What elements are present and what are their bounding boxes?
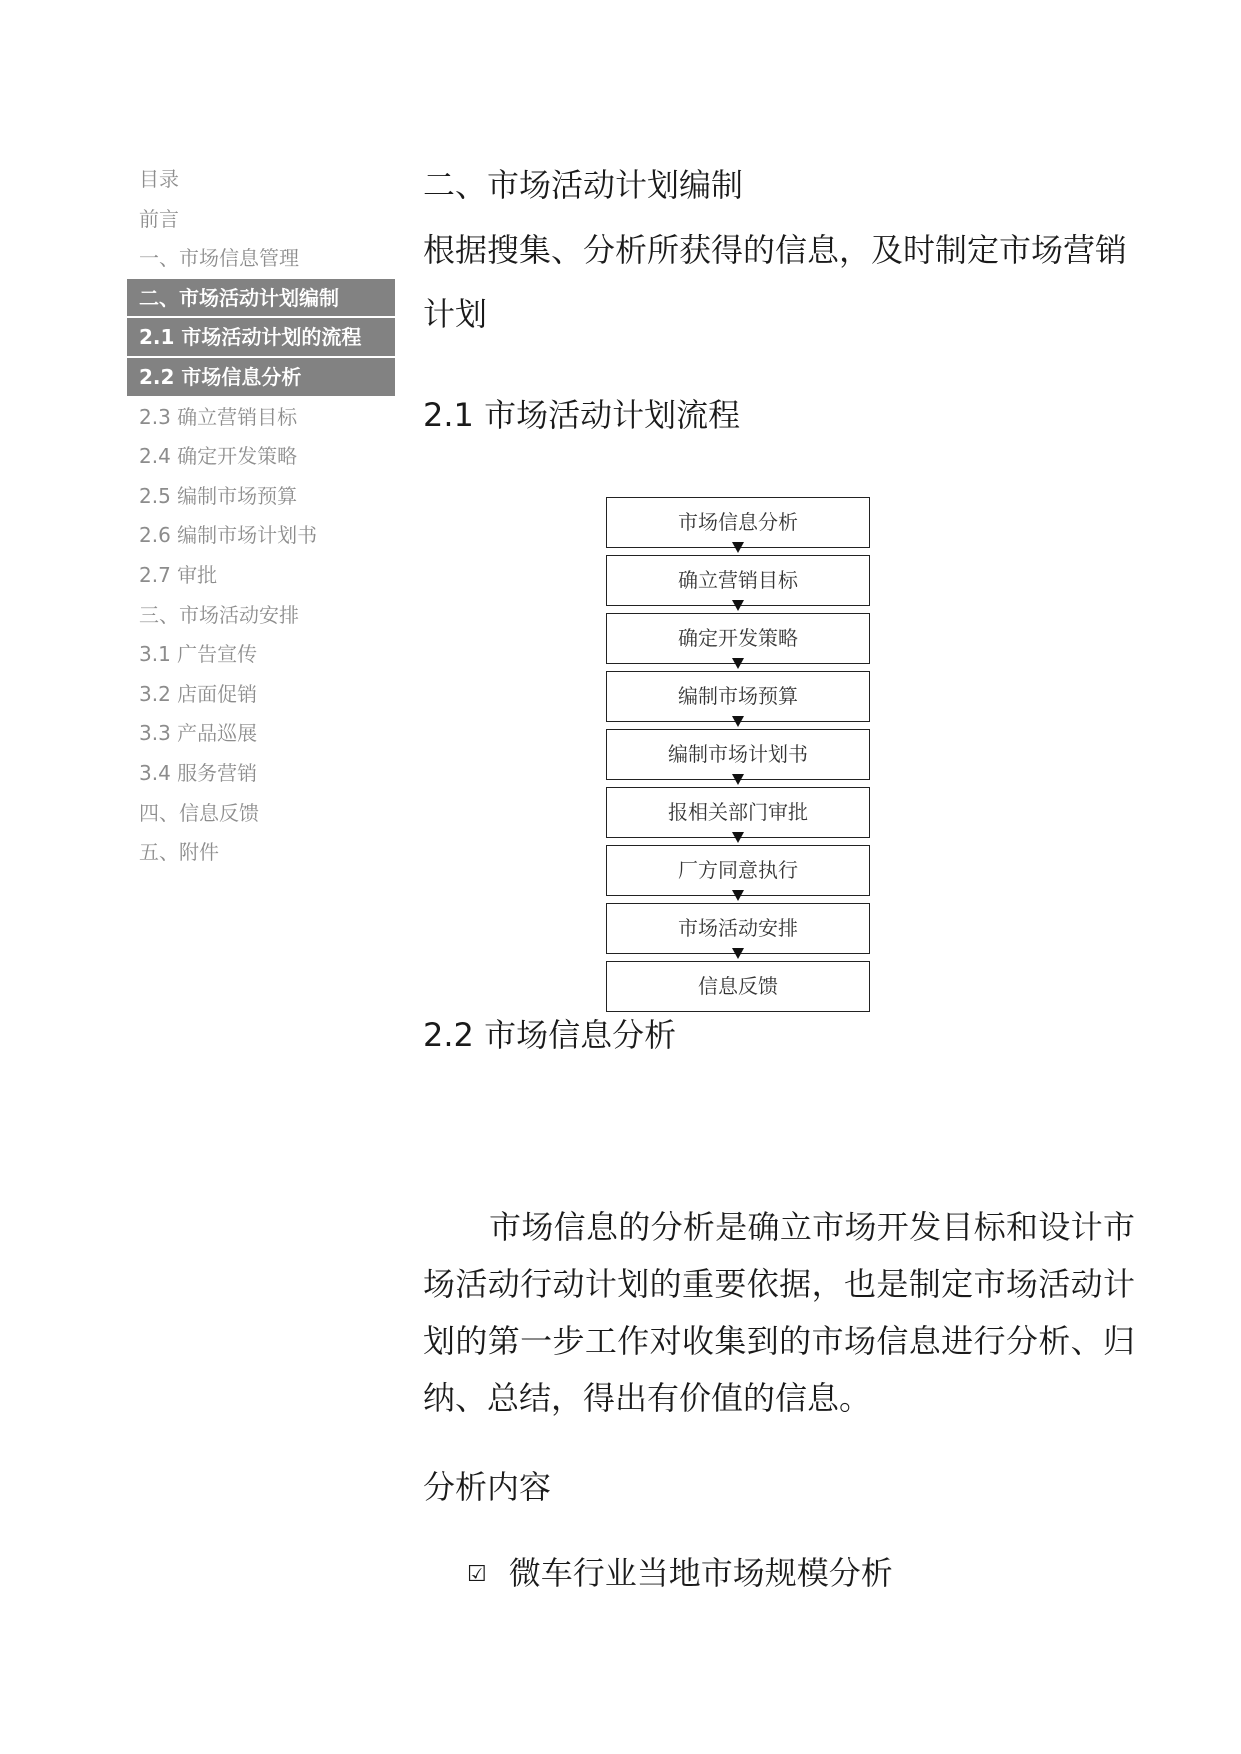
toc-item[interactable]: 2.3 确立营销目标 bbox=[139, 404, 298, 429]
toc-item[interactable]: 2.4 确定开发策略 bbox=[139, 444, 298, 469]
checkbox-checked-icon: ☑ bbox=[467, 1562, 487, 1587]
subsection-title-2-1: 2.1 市场活动计划流程 bbox=[423, 396, 741, 434]
flowchart-arrow bbox=[732, 832, 744, 843]
flowchart-step bbox=[606, 671, 870, 722]
toc-item[interactable]: 一、市场信息管理 bbox=[139, 246, 299, 271]
flowchart-arrow bbox=[732, 600, 744, 611]
intro-text: 根据搜集、分析所获得的信息，及时制定市场营销计划 bbox=[423, 231, 1128, 333]
flowchart-step bbox=[606, 845, 870, 896]
flowchart-step-label: 确立营销目标 bbox=[678, 568, 798, 592]
table-of-contents bbox=[127, 160, 395, 873]
subsection-title-2-2: 2.2 市场信息分析 bbox=[423, 1016, 677, 1054]
toc-item[interactable]: 3.2 店面促销 bbox=[139, 681, 258, 706]
toc-item[interactable]: 3.3 产品巡展 bbox=[139, 721, 258, 746]
toc-item[interactable]: 2.6 编制市场计划书 bbox=[139, 523, 318, 548]
flowchart-step-label: 编制市场计划书 bbox=[668, 742, 808, 766]
toc-item[interactable]: 2.5 编制市场预算 bbox=[139, 483, 298, 508]
flowchart-step bbox=[606, 555, 870, 606]
flowchart-step bbox=[606, 613, 870, 664]
toc-item[interactable]: 前言 bbox=[139, 206, 179, 231]
flowchart-arrow bbox=[732, 542, 744, 553]
flowchart-step bbox=[606, 497, 870, 548]
flowchart-step bbox=[606, 903, 870, 954]
toc-item[interactable]: 二、市场活动计划编制 bbox=[127, 279, 395, 319]
analysis-paragraph: 市场信息的分析是确立市场开发目标和设计市场活动行动计划的重要依据，也是制定市场活动计划的第一步工作对收集到的市场信息进行分析、归纳、总结，得出有价值的信息。 bbox=[423, 1208, 1135, 1417]
flowchart-arrow bbox=[732, 948, 744, 959]
toc-item[interactable]: 3.1 广告宣传 bbox=[139, 642, 258, 667]
toc-item[interactable]: 2.2 市场信息分析 bbox=[127, 358, 395, 398]
flowchart-step-label: 报相关部门审批 bbox=[668, 800, 808, 824]
flowchart-arrow bbox=[732, 890, 744, 901]
flowchart-step-label: 信息反馈 bbox=[698, 974, 778, 998]
flowchart-step bbox=[606, 729, 870, 780]
flowchart-step bbox=[606, 787, 870, 838]
flowchart-step-label: 厂方同意执行 bbox=[678, 858, 798, 882]
flowchart-step bbox=[606, 961, 870, 1012]
toc-item[interactable]: 三、市场活动安排 bbox=[139, 602, 299, 627]
toc-item[interactable]: 四、信息反馈 bbox=[139, 800, 259, 825]
analysis-content-title: 分析内容 bbox=[423, 1468, 552, 1506]
checklist-item bbox=[467, 1548, 893, 1594]
flowchart-step-label: 编制市场预算 bbox=[678, 684, 798, 708]
flowchart-step-label: 市场活动安排 bbox=[678, 916, 798, 940]
toc-item[interactable]: 2.1 市场活动计划的流程 bbox=[127, 318, 395, 358]
toc-item[interactable]: 五、附件 bbox=[139, 840, 219, 865]
flowchart-arrow bbox=[732, 716, 744, 727]
flowchart-arrow bbox=[732, 658, 744, 669]
flowchart-arrow bbox=[732, 774, 744, 785]
flowchart-step-label: 市场信息分析 bbox=[678, 510, 798, 534]
section-title: 二、市场活动计划编制 bbox=[423, 166, 744, 204]
checklist-item-text: 微车行业当地市场规模分析 bbox=[508, 1554, 893, 1592]
toc-item[interactable]: 目录 bbox=[139, 167, 179, 191]
flowchart-step-label: 确定开发策略 bbox=[678, 626, 798, 650]
toc-item[interactable]: 3.4 服务营销 bbox=[139, 760, 258, 785]
toc-item[interactable]: 2.7 审批 bbox=[139, 562, 218, 587]
